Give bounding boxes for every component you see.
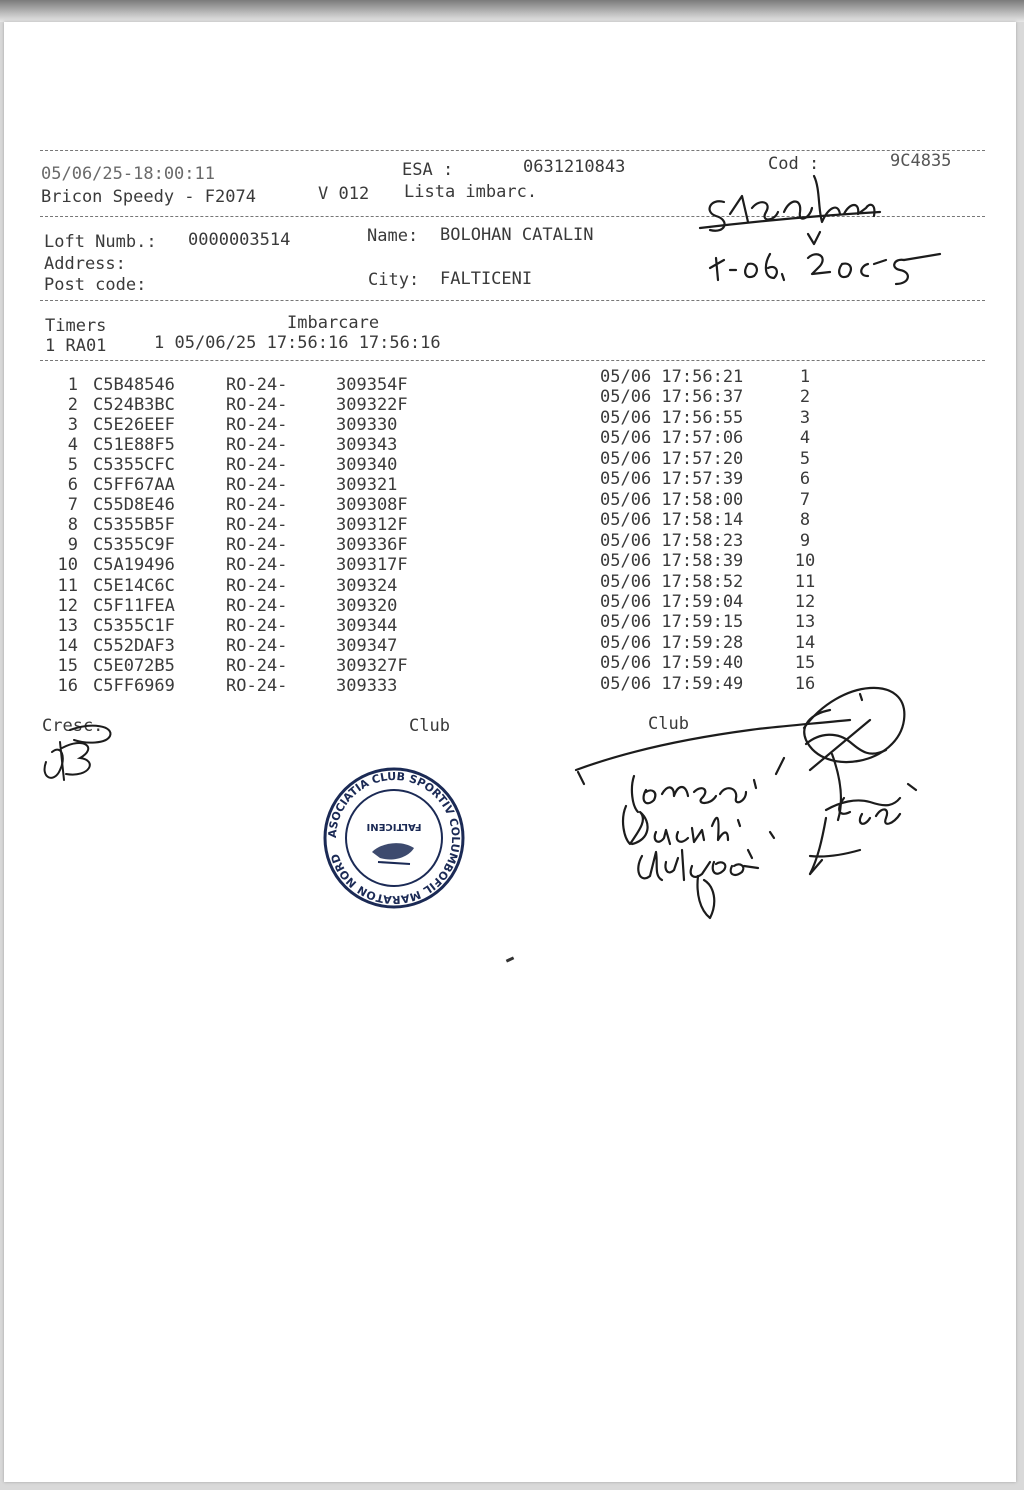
cod-value: 9C4835 xyxy=(890,151,952,171)
ring-prefix: RO-24- xyxy=(226,595,288,616)
arrival-time: 05/06 17:57:39 xyxy=(600,469,744,490)
club-signatures xyxy=(570,680,920,930)
device-name: Bricon Speedy - F2074 xyxy=(41,187,256,207)
arrival-time: 05/06 17:57:06 xyxy=(600,428,744,449)
ring-number: 309312F xyxy=(336,515,408,536)
position-number: 8 xyxy=(799,510,811,531)
arrival-time: 05/06 17:56:37 xyxy=(600,387,744,408)
stamp-inner-text: FALTICENI xyxy=(366,821,422,832)
divider-timers xyxy=(40,360,985,361)
breeder-signature xyxy=(40,722,120,788)
position-number: 6 xyxy=(799,469,811,490)
row-index: 4 xyxy=(67,435,78,456)
arrival-time: 05/06 17:59:28 xyxy=(600,632,744,653)
timers-label: Timers xyxy=(45,316,107,336)
row-index: 3 xyxy=(67,415,78,436)
row-index: 2 xyxy=(67,395,78,416)
ring-prefix: RO-24- xyxy=(226,575,288,596)
ring-number: 309324 xyxy=(336,575,398,596)
chip-id: C524B3BC xyxy=(93,395,175,416)
chip-id: C5355C1F xyxy=(93,615,175,636)
bird-row xyxy=(0,407,1024,437)
chip-id: C5355B5F xyxy=(93,515,175,536)
row-index: 15 xyxy=(57,655,78,676)
postcode-label: Post code: xyxy=(44,275,147,295)
row-index: 14 xyxy=(57,635,78,656)
ring-number: 309327F xyxy=(336,655,408,676)
chip-id: C5B48546 xyxy=(93,375,175,395)
position-number: 10 xyxy=(794,551,816,572)
ring-number: 309308F xyxy=(336,495,408,516)
chip-id: C5E072B5 xyxy=(93,655,175,676)
ring-prefix: RO-24- xyxy=(226,475,288,496)
position-number: 11 xyxy=(794,571,816,592)
ring-prefix: RO-24- xyxy=(226,655,288,676)
row-index: 9 xyxy=(67,535,78,556)
ring-number: 309330 xyxy=(336,415,398,436)
bird-row xyxy=(0,428,1024,457)
bird-row xyxy=(0,367,1024,397)
chip-id: C5F11FEA xyxy=(93,595,175,616)
arrival-time: 05/06 17:58:00 xyxy=(600,489,744,510)
address-label: Address: xyxy=(44,254,126,274)
ring-prefix: RO-24- xyxy=(226,415,288,436)
esa-value: 0631210843 xyxy=(523,157,626,177)
ring-number: 309347 xyxy=(336,635,398,656)
chip-id: C55D8E46 xyxy=(93,495,175,516)
city-value: FALTICENI xyxy=(440,269,533,289)
bird-row xyxy=(0,387,1024,417)
arrival-time: 05/06 17:59:40 xyxy=(600,653,744,674)
bird-row xyxy=(0,653,1024,678)
ring-number: 309321 xyxy=(336,475,398,496)
ring-prefix: RO-24- xyxy=(226,455,288,476)
position-number: 14 xyxy=(794,632,816,653)
cod-label: Cod : xyxy=(768,154,820,174)
ring-number: 309344 xyxy=(336,615,398,636)
ring-number: 309340 xyxy=(336,455,398,476)
scan-top-edge xyxy=(0,0,1024,22)
row-index: 7 xyxy=(67,495,78,516)
chip-id: C5355CFC xyxy=(93,455,175,476)
position-number: 3 xyxy=(799,407,811,428)
club-label-left: Club xyxy=(409,716,450,736)
row-index: 1 xyxy=(67,375,78,395)
bird-row xyxy=(0,510,1024,537)
ring-prefix: RO-24- xyxy=(226,435,288,456)
ring-number: 309343 xyxy=(336,435,398,456)
row-index: 8 xyxy=(67,515,78,536)
loft-number-label: Loft Numb.: xyxy=(44,232,157,252)
position-number: 5 xyxy=(799,448,811,469)
chip-id: C5FF67AA xyxy=(93,475,175,496)
firmware-version: V 012 xyxy=(318,184,370,204)
chip-id: C51E88F5 xyxy=(93,435,175,456)
handwritten-signature-date xyxy=(690,168,950,308)
row-index: 5 xyxy=(67,455,78,476)
city-label: City: xyxy=(368,270,420,290)
position-number: 16 xyxy=(794,673,816,694)
bird-row xyxy=(0,469,1024,497)
esa-label: ESA : xyxy=(402,160,454,180)
bird-row xyxy=(0,448,1024,477)
bird-row xyxy=(0,530,1024,557)
chip-id: C5E14C6C xyxy=(93,575,175,596)
bird-row xyxy=(0,489,1024,517)
position-number: 7 xyxy=(799,489,811,510)
bird-row xyxy=(0,551,1024,577)
club-label-right: Club xyxy=(648,714,689,734)
print-datetime: 05/06/25-18:00:11 xyxy=(41,164,215,184)
arrival-time: 05/06 17:56:21 xyxy=(600,367,744,387)
position-number: 12 xyxy=(794,591,816,612)
ring-number: 309336F xyxy=(336,535,408,556)
ring-number: 309317F xyxy=(336,555,408,576)
divider-top xyxy=(40,150,985,151)
arrival-time: 05/06 17:59:04 xyxy=(600,591,744,612)
ring-prefix: RO-24- xyxy=(226,635,288,656)
stamp-outer-text: ASOCIATIA CLUB SPORTIV COLUMBOFIL MARATON NORD xyxy=(325,769,463,907)
bird-row xyxy=(0,612,1024,638)
bird-row xyxy=(0,571,1024,598)
ring-prefix: RO-24- xyxy=(226,495,288,516)
loft-number-value: 0000003514 xyxy=(188,230,291,250)
arrival-time: 05/06 17:59:15 xyxy=(600,612,744,633)
ring-prefix: RO-24- xyxy=(226,535,288,556)
chip-id: C5FF6969 xyxy=(93,675,175,696)
name-label: Name: xyxy=(367,226,419,246)
row-index: 10 xyxy=(57,555,78,576)
arrival-time: 05/06 17:59:49 xyxy=(600,673,744,694)
imbarcare-label: Imbarcare xyxy=(287,313,380,333)
ring-prefix: RO-24- xyxy=(226,515,288,536)
chip-id: C5355C9F xyxy=(93,535,175,556)
bird-row xyxy=(0,591,1024,618)
arrival-time: 05/06 17:57:20 xyxy=(600,448,744,469)
chip-id: C5E26EEF xyxy=(93,415,175,436)
bird-row xyxy=(0,632,1024,658)
ring-number: 309354F xyxy=(336,375,408,395)
position-number: 9 xyxy=(799,530,811,551)
row-index: 16 xyxy=(57,675,78,696)
name-value: BOLOHAN CATALIN xyxy=(440,225,594,245)
row-index: 6 xyxy=(67,475,78,496)
chip-id: C5A19496 xyxy=(93,555,175,576)
arrival-time: 05/06 17:56:55 xyxy=(600,407,744,428)
position-number: 2 xyxy=(799,387,811,408)
position-number: 13 xyxy=(794,612,816,633)
club-stamp xyxy=(322,766,466,910)
position-number: 1 xyxy=(799,367,811,387)
arrival-time: 05/06 17:58:14 xyxy=(600,510,744,531)
ring-number: 309333 xyxy=(336,675,398,696)
ring-prefix: RO-24- xyxy=(226,395,288,416)
position-number: 15 xyxy=(794,653,816,674)
row-index: 13 xyxy=(57,615,78,636)
breeder-label: Cresc. xyxy=(42,716,104,736)
ring-prefix: RO-24- xyxy=(226,555,288,576)
ring-prefix: RO-24- xyxy=(226,675,288,696)
position-number: 4 xyxy=(799,428,811,449)
ring-number: 309322F xyxy=(336,395,408,416)
row-index: 11 xyxy=(57,575,78,596)
ring-prefix: RO-24- xyxy=(226,615,288,636)
arrival-time: 05/06 17:58:52 xyxy=(600,571,744,592)
chip-id: C552DAF3 xyxy=(93,635,175,656)
timer-entry: 1 05/06/25 17:56:16 17:56:16 xyxy=(154,333,441,353)
timer-id: 1 RA01 xyxy=(45,336,107,356)
ring-prefix: RO-24- xyxy=(226,375,288,395)
arrival-time: 05/06 17:58:39 xyxy=(600,551,744,572)
document-type: Lista imbarc. xyxy=(404,182,538,202)
ring-number: 309320 xyxy=(336,595,398,616)
arrival-time: 05/06 17:58:23 xyxy=(600,530,744,551)
row-index: 12 xyxy=(57,595,78,616)
